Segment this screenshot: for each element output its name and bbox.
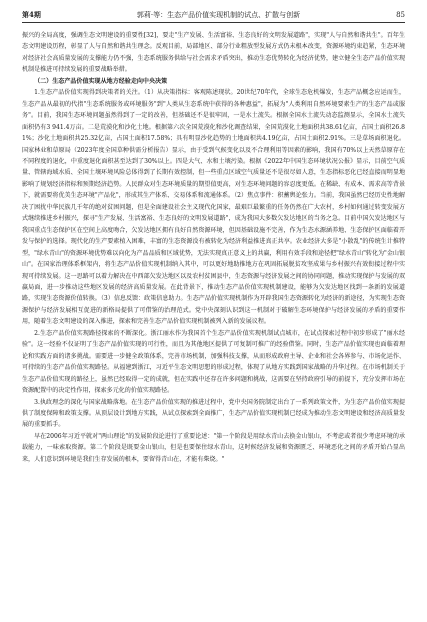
paragraph-3: 3.执政理念的深化与国家战略落地。在生态产品价值实现的推进过程中，党中央国务院制定出台了一系列政策文件，为生态产品价值实现提供了制度保障和政策支撑。从顶层设计到地方实践，从试点探索到全面推广，生态产品价值实现机制已经成为推动生态文明建设和经济高质量发展的重要抓手。 xyxy=(22,398,405,429)
section-heading: （二）生态产品价值实现从地方经验走向中央决策 xyxy=(34,77,168,85)
paragraph-intro: 振兴的全局高度，强调生态文明建设的重要性[32]，要走"生产发展、生活富裕、生态良好的文明发展道路"，实现"人与自然和谐共生"。百年生态文明建设历程，彰显了人与自然和谐共生理念。反观目前，局部地区、部分行业粗放型发展方式仍未根本改变，资源环境约束趋紧，生态环境对经济社会高质量发展的支撑能力仍不强，生态系统服务供给与社会需求矛盾突出，推动生态优势转化为经济优势，建立健全生态产品价值实现机制是推进可持续发展的重要战略举措。 xyxy=(22,32,405,74)
paragraph-2: 2.生态产品价值实现路径探索的不断深化。浙江丽水作为我国首个生态产品价值实现机制试点城市，在试点探索过程中初步形成了"丽水经验"。这一经验不仅证明了生态产品价值实现的可行性，而且为其他地区提供了可复制可推广的经验借鉴。同时，生态产品价值实现也面临着理论和实践方面的诸多挑战。需要进一步健全政策体系，完善市场机制，加强科技支撑，从而形成政府主导、企业和社会各界参与、市场化运作、可持续的生态产品价值实现路径。从福建到浙江，习近平生态文明思想的形成过程，体现了从地方实践到国家战略的升华过程。在市场机制关于生态产品价值实现的路径上，虽然已经取得一定的成就，但在实践中还存在许多问题和挑战，这需要在坚持政府引导的前提下，充分发挥市场在资源配置中的决定性作用，探索多元化的价值实现路径。 xyxy=(22,329,405,395)
running-title: 郭莉·等：生态产品价值实现机制的试点、扩散与创新 xyxy=(136,11,301,19)
paragraph-1: 1.生态产品价值实现得到决策者的关注。（1）从决策指标：客观陈述现状。20世纪70年代，全球生态危机爆发，生态产品概念应运而生，生态产品从最初的代指"生态系统服务或环境服务"到"人类从生态系统中获得的各种惠益"，拓展为"人类利用自然环境要素生产的生态产品或服务"。目前，我国生态环境问题虽然得到了一定的改善，但基础还不是很牢固，一是水土流失。根据全国水土流失动态监测显示，全国水土流失面积仍有3 941.4万亩。二是荒漠化和沙化土地。根据第六次全国荒漠化和沙化调查结果，全国荒漠化土地面积共38.61亿亩，占国土面积26.81%；沙化土地面积共25.32亿亩，占国土面积17.58%；具有明显沙化趋势的土地面积共4.19亿亩，占国土面积2.91%。三是草场面积退化。国家林业和草原局（2023年度全国草种供需分析报告）显示，由于受到气候变化以及不合理利用等因素的影响，我国有70%以上天然草原存在不同程度的退化，中重度退化面积甚至达到了30%以上。四是大气、水和土壤污染。根据《2022年中国生态环境状况公报》显示，目前空气质量、管辖海域水质、全国土壤环境风险总体得到了长期有效控制，但一些重点区域空气质量还不是很尽如人意，生态指标恶化已经直接而明显地影响了规划经济指标和预期经济趋势。人民群众对生态环境质量的期望值更高，对生态环境问题的容忍度更低。在稀缺、有成本、需求高等背景下，就需要将优美生态环境"产品化"，形成其生产体系、交易体系和流通体系。（2）焦点事件：积蓄舆论张力。当前，我国虽然已经历史性地解决了困扰中华民族几千年的绝对贫困问题，但是全面建设社会主义现代化国家，最艰巨最繁重的任务仍然在广大农村，乡村如何通过转变发展方式继续推进乡村振兴，探寻"生产发展、生活富裕、生态良好的文明发展道路"，成为我国大多数欠发达地区的当务之急。目前中国欠发达地区与我国重点生态保护区在空间上高度吻合，欠发达地区拥有良好自然资源环境，但因基础设施不完善，作为生态水源涵养地、生态保护区面临着开发与保护的选择。现代化的生产要素植入困难，丰富的生态资源没有被转化为经济利益推进真正共享。农业经济大多是"小散乱"的传统生计推特型，"绿水青山"的资源环境优势难以向化为产品品质和区域优势，无法实现真正意义上的共赢，利用有效手段和途径把"绿水青山"转化为"金山银山"。在国家治理体系框架内，将生态产品价值实现机制纳入其中，可以更好地助推地方在巩固拓展脱贫攻坚成果与乡村振兴有效衔接过程中实现可持续发展。这一思路可以着力解决在中西部欠发达地区以及农村贫困县中，生态资源与经济发展之间的协同问题，推动实现保护与发展的双赢局面，进一步推动这些地区发展的经济高质量发展。在此背景下，推动生态产品价值实现机制建设，能够为欠发达地区找到一条新的发展道路，实现生态资源价值转换。（3）信息反馈：政策信息助力。生态产品价值实现机制作为开辟我国生态资源转化为经济的新途径，为实现生态资源保护与经济发展相互促进的新格局提供了可借鉴的治理范式。党中央深刻认识到这一机制对于破解生态环境保护与经济发展的矛盾的重要作用，随着生态文明建设的深入推进，探索和完善生态产品价值实现机制被列入新的发展议程。 xyxy=(22,89,405,326)
paragraph-4: 早在2006年习近平就对"两山理论"的发展阶段论进行了重要论述："第一个阶段是用绿水青山去换金山银山，不考虑或者很少考虑环境的承载能力，一味索取资源。第二个阶段是既要金山银山，但是也要保住绿水青山，这时候经济发展和资源匮乏、环境恶化之间的矛盾开始凸显出来，人们意识到环境是我们生存发展的根本，要留得青山在，才能有柴烧。" xyxy=(22,432,405,463)
running-header xyxy=(22,8,405,23)
issue-number: 第4期 xyxy=(22,10,41,19)
page-number: 85 xyxy=(396,11,405,19)
body-text xyxy=(22,30,405,465)
